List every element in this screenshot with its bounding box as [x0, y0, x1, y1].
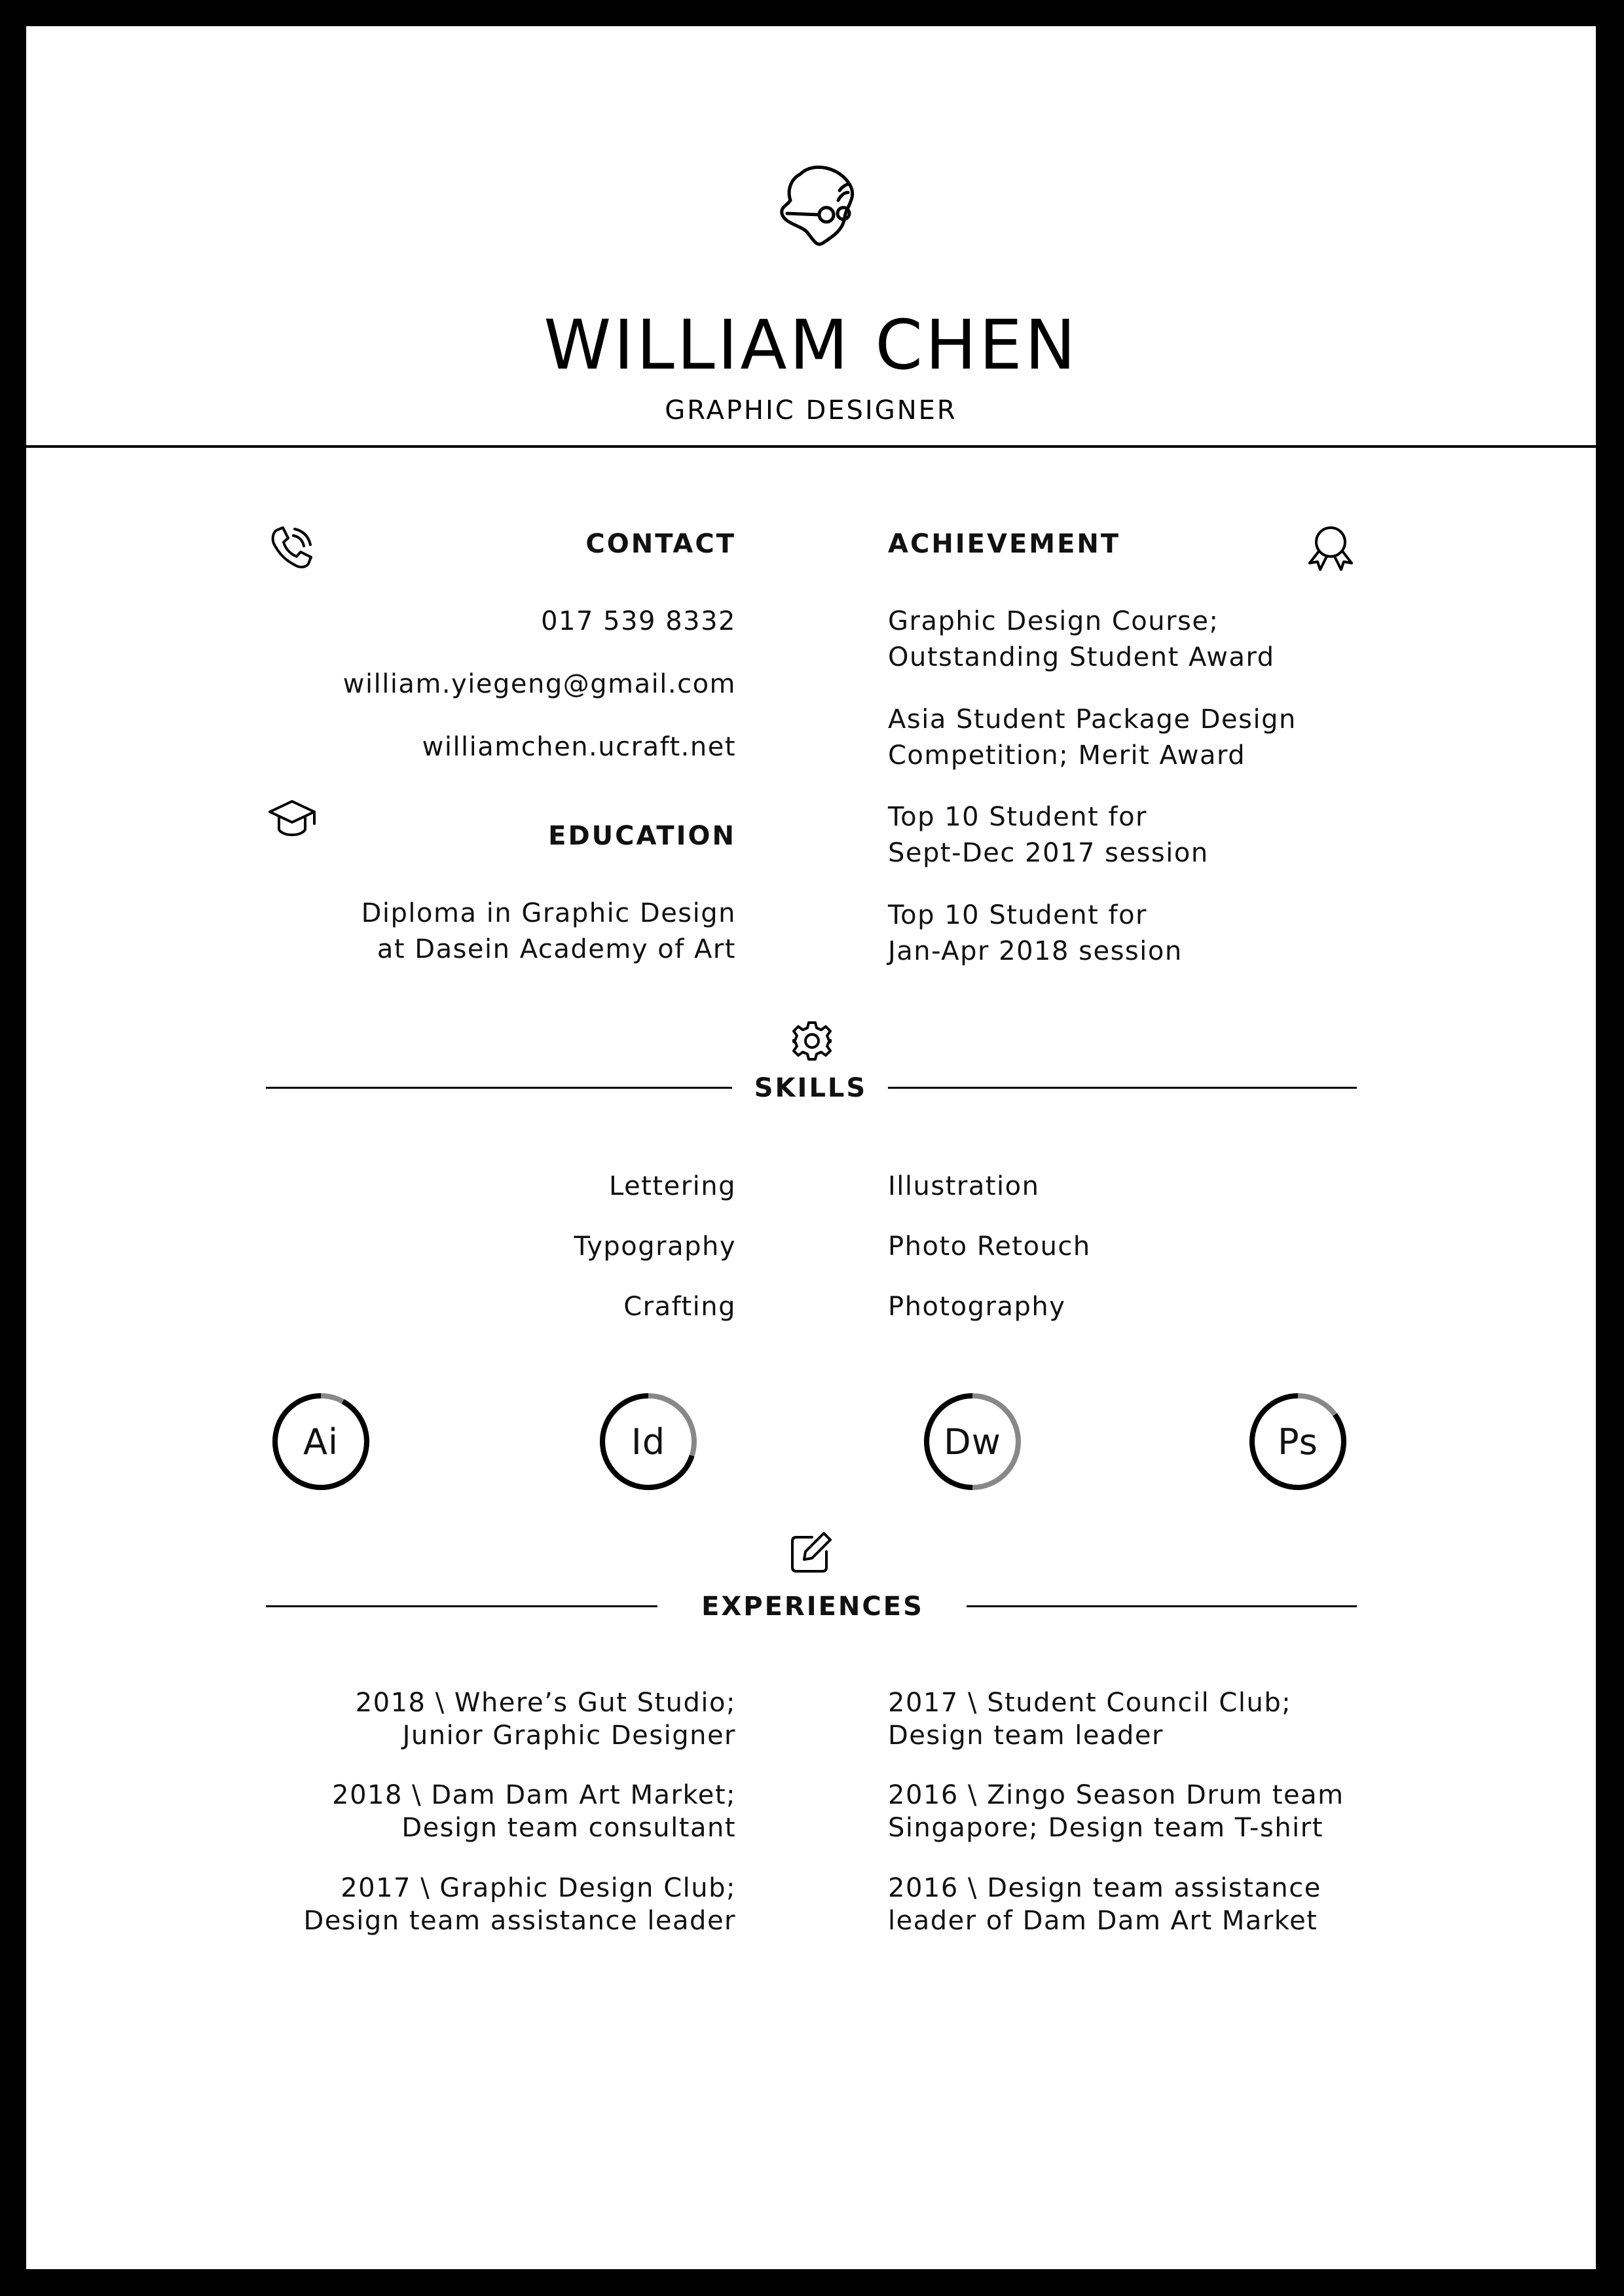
education-heading: EDUCATION — [548, 821, 736, 851]
skill-item: Photography — [888, 1292, 1066, 1322]
experience-item: Design team leader — [888, 1721, 1164, 1751]
software-skill-label: Ai — [303, 1421, 339, 1463]
skill-item: Typography — [574, 1231, 736, 1262]
achievement-heading: ACHIEVEMENT — [888, 529, 1121, 559]
award-ribbon-icon — [1303, 520, 1358, 575]
skill-item: Lettering — [609, 1171, 736, 1201]
skills-heading: SKILLS — [754, 1073, 868, 1103]
education-line: Diploma in Graphic Design — [361, 898, 736, 928]
achievement-item: Competition; Merit Award — [888, 740, 1246, 771]
software-skill-label: Dw — [944, 1421, 1001, 1463]
skill-item: Photo Retouch — [888, 1231, 1091, 1262]
experience-item: Design team assistance leader — [303, 1906, 736, 1936]
achievement-item: Sept-Dec 2017 session — [888, 838, 1209, 868]
contact-phone[interactable]: 017 539 8332 — [541, 606, 736, 636]
experiences-divider-right — [967, 1605, 1357, 1607]
contact-website[interactable]: williamchen.ucraft.net — [422, 732, 736, 762]
line-portrait-with-glasses-icon — [761, 155, 866, 259]
software-skill-ring-ps — [1246, 1389, 1350, 1494]
candidate-name: WILLIAM CHEN — [544, 305, 1079, 385]
experience-item: Singapore; Design team T-shirt — [888, 1813, 1323, 1843]
achievement-item: Jan-Apr 2018 session — [888, 936, 1183, 966]
software-skill-ring-id — [596, 1389, 701, 1494]
software-skill-label: Ps — [1278, 1421, 1318, 1463]
experience-item: Design team consultant — [401, 1813, 736, 1843]
software-skill-ring-dw — [920, 1389, 1025, 1494]
skill-item: Illustration — [888, 1171, 1040, 1201]
skills-divider-left — [266, 1087, 732, 1089]
experience-item: 2017 \ Student Council Club; — [888, 1688, 1292, 1718]
achievement-item: Outstanding Student Award — [888, 642, 1275, 672]
experience-item: 2018 \ Where’s Gut Studio; — [355, 1688, 736, 1718]
achievement-item: Graphic Design Course; — [888, 606, 1219, 636]
experience-item: Junior Graphic Designer — [402, 1721, 736, 1751]
skill-item: Crafting — [623, 1292, 736, 1322]
resume-page — [26, 26, 1596, 2269]
experience-item: 2018 \ Dam Dam Art Market; — [332, 1780, 736, 1810]
achievement-item: Asia Student Package Design — [888, 704, 1297, 735]
contact-email[interactable]: william.yiegeng@gmail.com — [342, 669, 736, 699]
experiences-heading: EXPERIENCES — [701, 1592, 924, 1622]
contact-heading: CONTACT — [585, 529, 736, 559]
experience-item: 2017 \ Graphic Design Club; — [341, 1873, 736, 1903]
experiences-divider-left — [266, 1605, 657, 1607]
experience-item: 2016 \ Design team assistance — [888, 1873, 1321, 1903]
experience-item: 2016 \ Zingo Season Drum team — [888, 1780, 1344, 1810]
education-line: at Dasein Academy of Art — [377, 934, 736, 964]
edit-pencil-icon — [787, 1529, 834, 1576]
achievement-item: Top 10 Student for — [888, 900, 1148, 930]
achievement-item: Top 10 Student for — [888, 802, 1148, 832]
gear-icon — [791, 1020, 833, 1062]
header-divider — [26, 445, 1596, 448]
experience-item: leader of Dam Dam Art Market — [888, 1906, 1318, 1936]
software-skill-ring-ai — [268, 1389, 373, 1494]
software-skill-label: Id — [631, 1421, 666, 1463]
skills-divider-right — [888, 1087, 1357, 1089]
candidate-role: GRAPHIC DESIGNER — [665, 395, 957, 426]
